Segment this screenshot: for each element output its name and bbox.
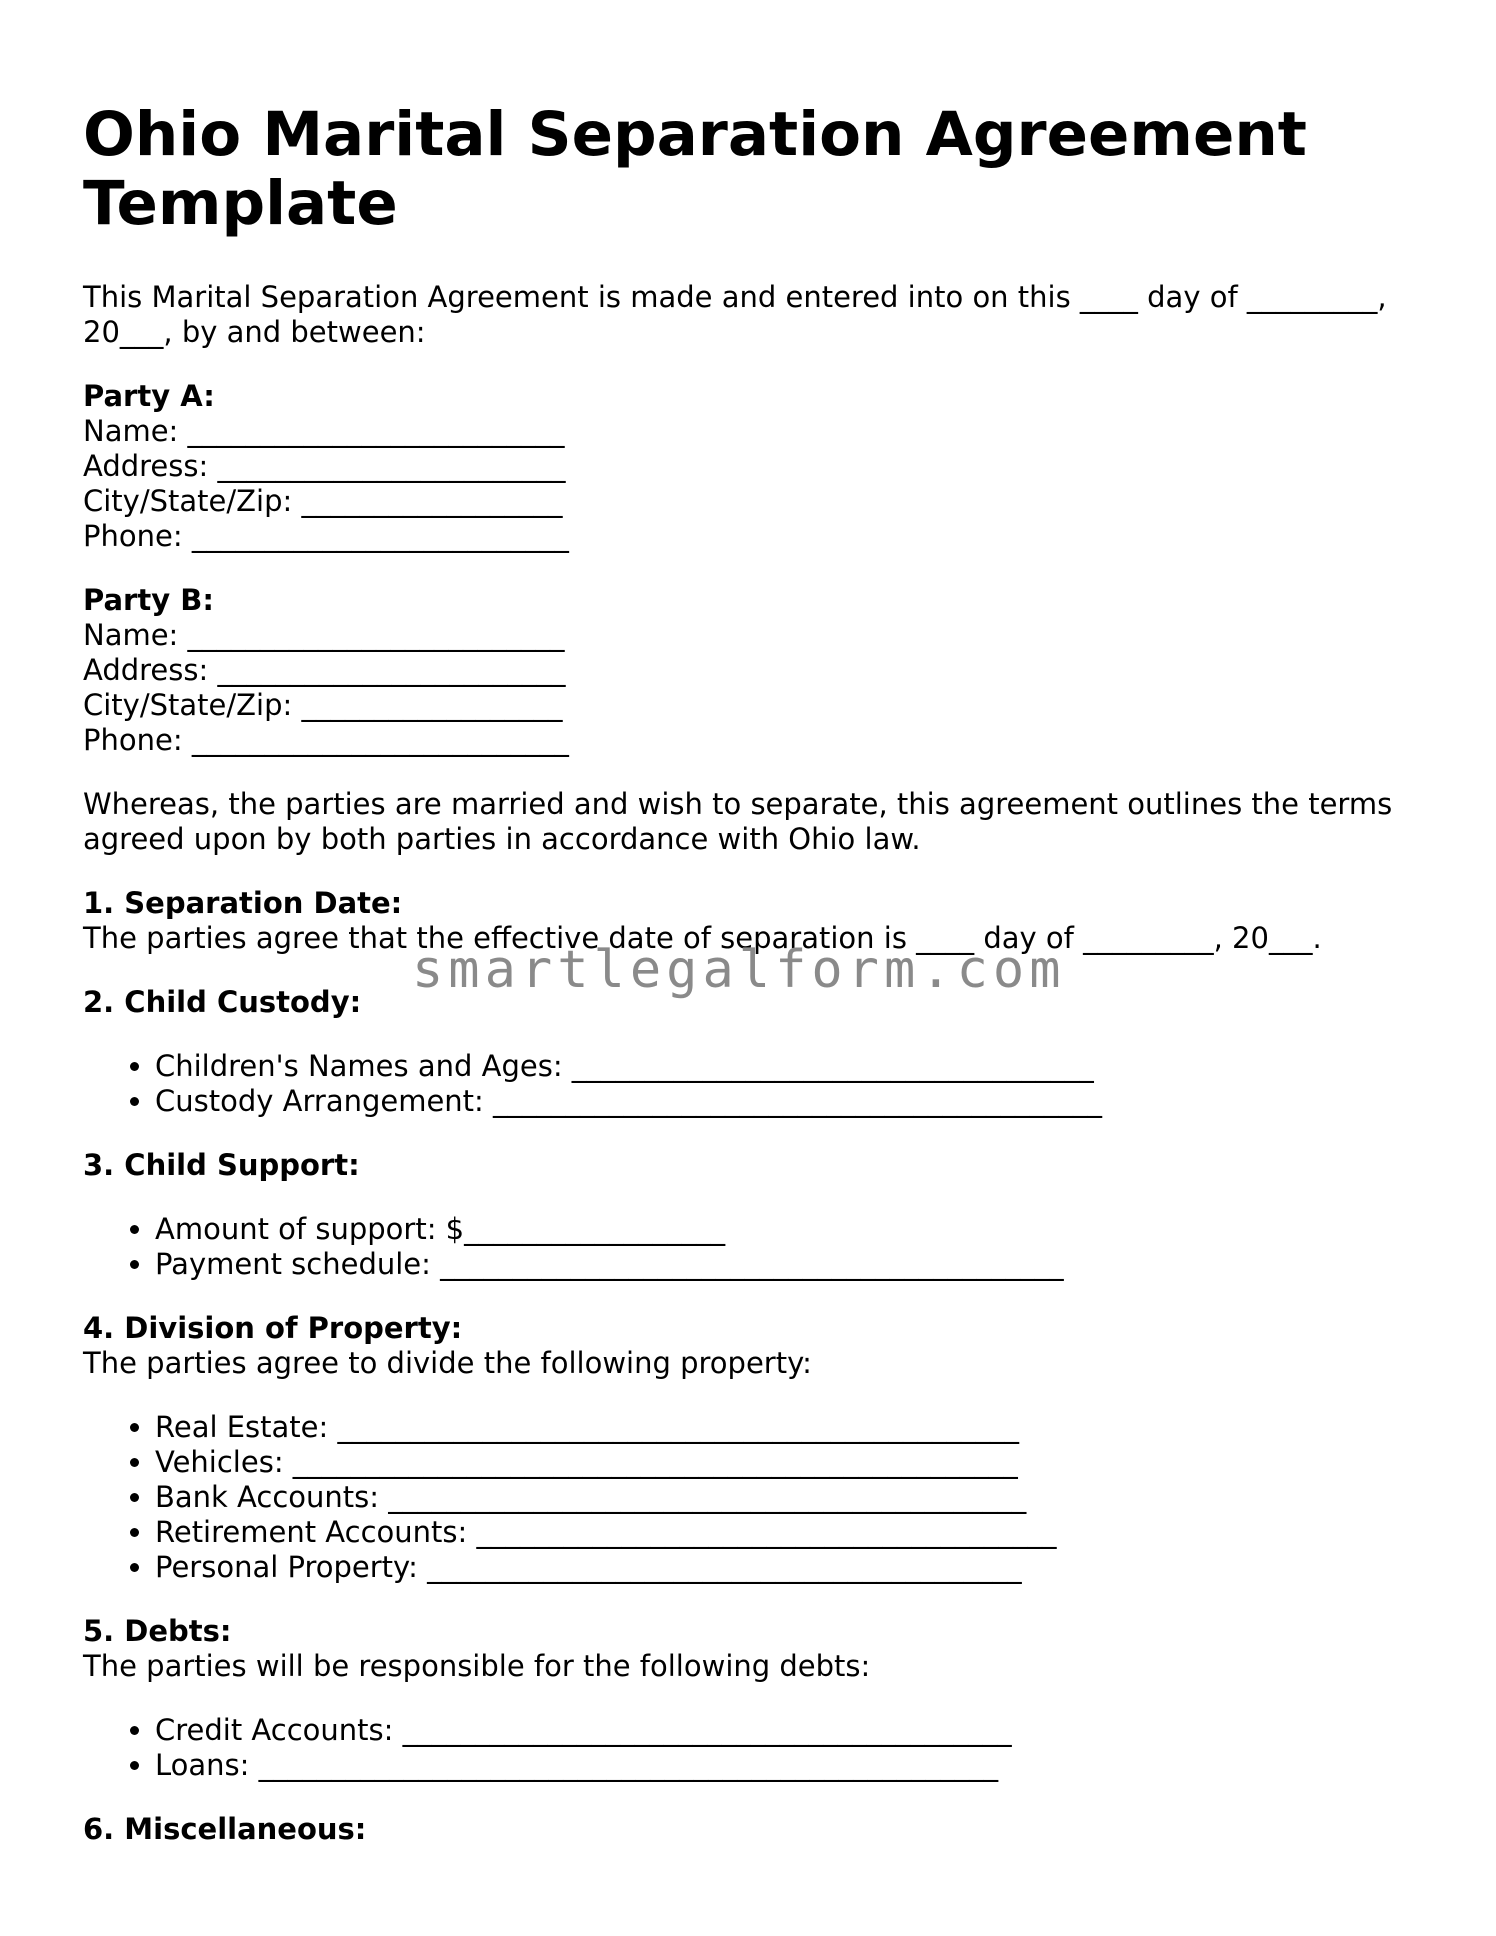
section-2-heading: 2. Child Custody: <box>83 985 362 1019</box>
party-a-city-field[interactable]: City/State/Zip: __________________ <box>83 484 563 518</box>
section-4-list <box>83 1410 1423 1585</box>
intro-line-2: 20___, by and between: <box>83 315 426 349</box>
party-a-heading: Party A: <box>83 379 215 413</box>
whereas-line-2: agreed upon by both parties in accordance with Ohio law. <box>83 822 921 856</box>
section-1-body: The parties agree that the effective date of separation is ____ day of _________, 20___. <box>83 921 1322 955</box>
section-3-heading: 3. Child Support: <box>83 1148 360 1182</box>
intro-paragraph <box>83 280 1423 350</box>
list-item[interactable]: • Real Estate: _______________________________________________ <box>155 1410 1423 1445</box>
whereas-paragraph <box>83 787 1423 857</box>
list-item[interactable]: • Custody Arrangement: __________________________________________ <box>155 1084 1423 1119</box>
party-b-phone-field[interactable]: Phone: __________________________ <box>83 723 569 757</box>
intro-line-1: This Marital Separation Agreement is made and entered into on this ____ day of _________, <box>83 280 1387 314</box>
section-4-body: The parties agree to divide the following property: <box>83 1346 812 1380</box>
party-b-heading: Party B: <box>83 583 214 617</box>
section-5-body: The parties will be responsible for the following debts: <box>83 1649 871 1683</box>
list-item[interactable]: • Children's Names and Ages: ____________________________________ <box>155 1049 1423 1084</box>
party-b-name-field[interactable]: Name: __________________________ <box>83 618 565 652</box>
section-5-list <box>83 1713 1423 1783</box>
party-a-phone-field[interactable]: Phone: __________________________ <box>83 519 569 553</box>
whereas-line-1: Whereas, the parties are married and wish to separate, this agreement outlines the terms <box>83 787 1393 821</box>
list-item[interactable]: • Vehicles: __________________________________________________ <box>155 1445 1423 1480</box>
section-2-list <box>83 1049 1423 1119</box>
list-item[interactable]: • Amount of support: $__________________ <box>155 1212 1423 1247</box>
section-5-heading: 5. Debts: <box>83 1614 232 1648</box>
list-item[interactable]: • Retirement Accounts: ________________________________________ <box>155 1515 1423 1550</box>
party-b-address-field[interactable]: Address: ________________________ <box>83 653 566 687</box>
party-a-address-field[interactable]: Address: ________________________ <box>83 449 566 483</box>
party-b-city-field[interactable]: City/State/Zip: __________________ <box>83 688 563 722</box>
list-item[interactable]: • Credit Accounts: __________________________________________ <box>155 1713 1423 1748</box>
party-a-block <box>83 379 1423 554</box>
watermark: smartlegalform.com <box>412 940 1066 1000</box>
section-6-heading: 6. Miscellaneous: <box>83 1812 367 1846</box>
party-a-name-field[interactable]: Name: __________________________ <box>83 414 565 448</box>
list-item[interactable]: • Personal Property: _________________________________________ <box>155 1550 1423 1585</box>
section-4-heading: 4. Division of Property: <box>83 1311 463 1345</box>
list-item[interactable]: • Bank Accounts: ____________________________________________ <box>155 1480 1423 1515</box>
list-item[interactable]: • Loans: ___________________________________________________ <box>155 1748 1423 1783</box>
page-title: Ohio Marital Separation Agreement Template <box>83 99 1307 239</box>
list-item[interactable]: • Payment schedule: ___________________________________________ <box>155 1247 1423 1282</box>
section-3-list <box>83 1212 1423 1282</box>
party-b-block <box>83 583 1423 758</box>
section-1-heading: 1. Separation Date: <box>83 886 403 920</box>
